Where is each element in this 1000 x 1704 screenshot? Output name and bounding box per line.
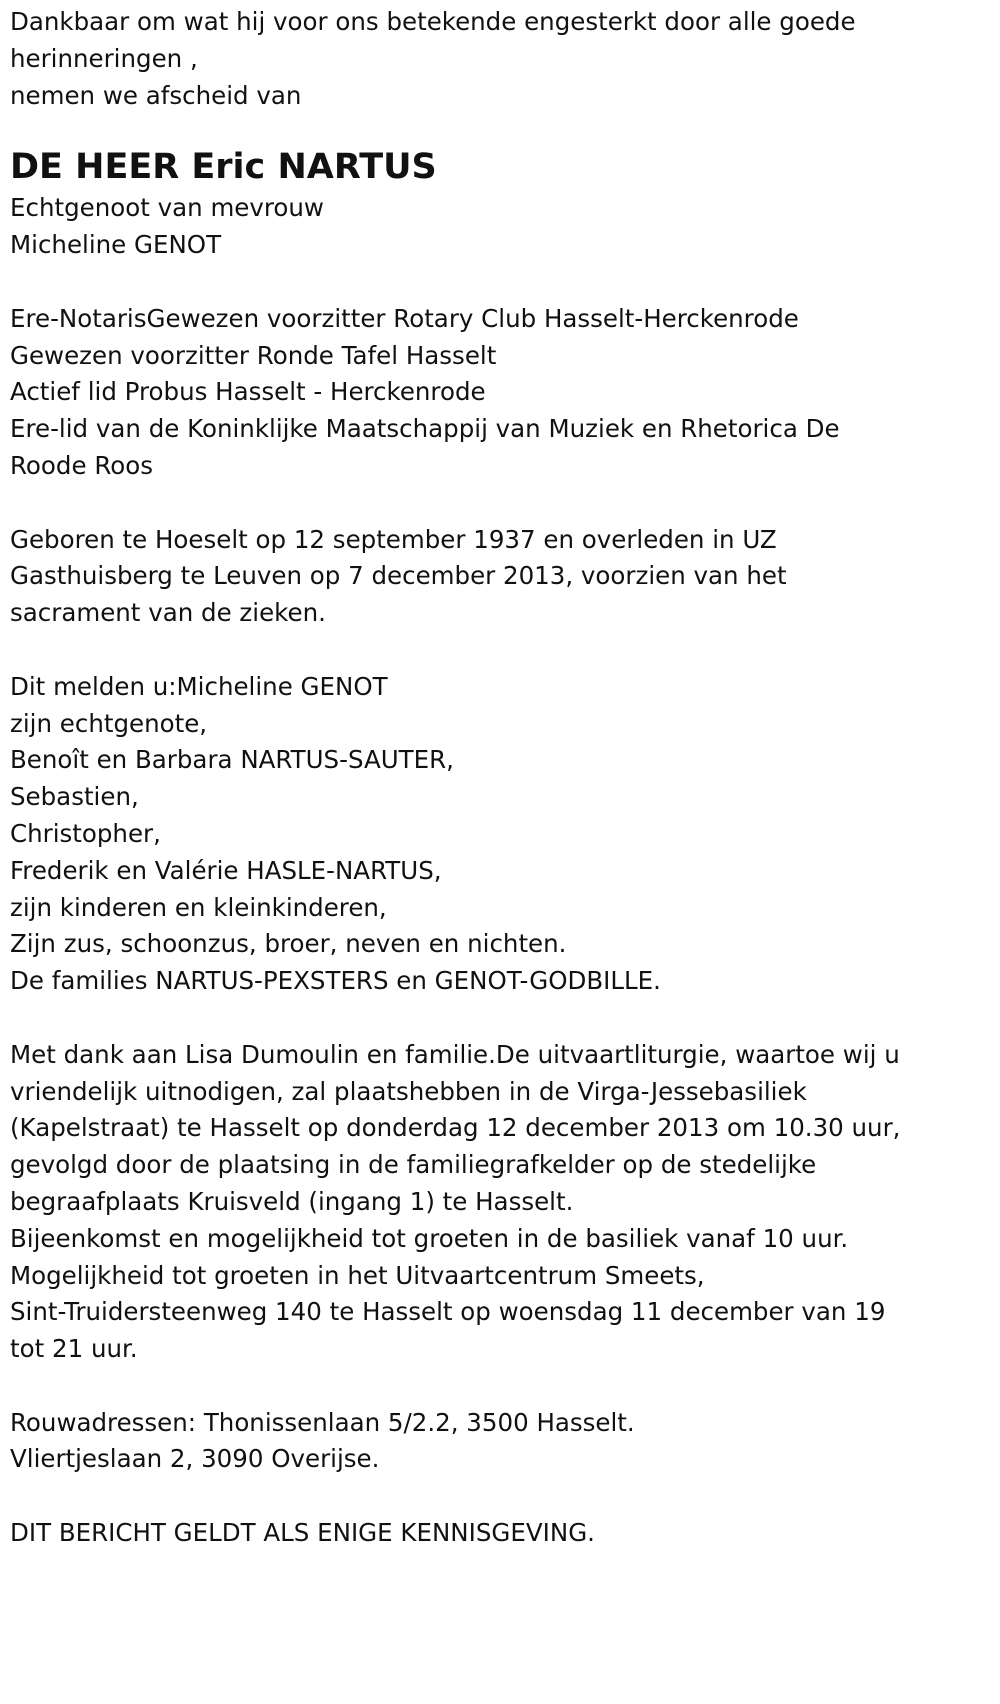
ceremony-line: (Kapelstraat) te Hasselt op donderdag 12 december 2013 om 10.30 uur,: [10, 1113, 901, 1143]
title-line: Gewezen voorzitter Ronde Tafel Hasselt: [10, 340, 497, 370]
intro-line: herinneringen ,: [10, 43, 198, 73]
notice-block: [10, 1515, 990, 1552]
ceremony-line: vriendelijk uitnodigen, zal plaatshebben in de Virga-Jessebasiliek: [10, 1076, 807, 1106]
ceremony-block: [10, 1037, 990, 1368]
family-line: Christopher,: [10, 818, 161, 848]
birth-death-line: Geboren te Hoeselt op 12 september 1937 en overleden in UZ: [10, 524, 777, 554]
spouse-line: Micheline GENOT: [10, 230, 222, 260]
birth-death-line: Gasthuisberg te Leuven op 7 december 2013, voorzien van het: [10, 561, 787, 591]
family-line: zijn kinderen en kleinkinderen,: [10, 892, 387, 922]
birth-death-block: [10, 522, 990, 632]
family-line: De families NARTUS-PEXSTERS en GENOT-GODBILLE.: [10, 966, 661, 996]
ceremony-line: tot 21 uur.: [10, 1334, 138, 1364]
spouse-block: [10, 190, 990, 264]
family-line: Sebastien,: [10, 782, 139, 812]
intro-line: Dankbaar om wat hij voor ons betekende engesterkt door alle goede: [10, 7, 856, 36]
birth-death-line: sacrament van de zieken.: [10, 598, 326, 628]
ceremony-line: begraafplaats Kruisveld (ingang 1) te Hasselt.: [10, 1186, 574, 1216]
title-line: Ere-lid van de Koninklijke Maatschappij van Muziek en Rhetorica De: [10, 414, 840, 444]
family-line: Benoît en Barbara NARTUS-SAUTER,: [10, 745, 454, 775]
title-line: Actief lid Probus Hasselt - Herckenrode: [10, 377, 486, 407]
notice-line: DIT BERICHT GELDT ALS ENIGE KENNISGEVING.: [10, 1518, 595, 1548]
family-line: Zijn zus, schoonzus, broer, neven en nichten.: [10, 929, 567, 959]
ceremony-line: Bijeenkomst en mogelijkheid tot groeten in de basiliek vanaf 10 uur.: [10, 1223, 849, 1253]
spouse-line: Echtgenoot van mevrouw: [10, 193, 324, 223]
titles-block: [10, 301, 990, 485]
intro-block: [10, 4, 990, 114]
ceremony-line: Mogelijkheid tot groeten in het Uitvaartcentrum Smeets,: [10, 1260, 705, 1290]
address-line: Vliertjeslaan 2, 3090 Overijse.: [10, 1444, 380, 1474]
deceased-name: DE HEER Eric NARTUS: [10, 147, 437, 188]
intro-line: nemen we afscheid van: [10, 80, 302, 110]
family-line: zijn echtgenote,: [10, 708, 208, 738]
address-line: Rouwadressen: Thonissenlaan 5/2.2, 3500 Hasselt.: [10, 1407, 635, 1437]
family-line: Dit melden u:Micheline GENOT: [10, 671, 388, 701]
ceremony-line: Met dank aan Lisa Dumoulin en familie.De uitvaartliturgie, waartoe wij u: [10, 1039, 900, 1069]
family-line: Frederik en Valérie HASLE-NARTUS,: [10, 855, 442, 885]
ceremony-line: Sint-Truidersteenweg 140 te Hasselt op woensdag 11 december van 19: [10, 1297, 886, 1327]
title-line: Ere-NotarisGewezen voorzitter Rotary Club Hasselt-Herckenrode: [10, 303, 799, 333]
addresses-block: [10, 1405, 990, 1479]
family-block: [10, 669, 990, 1000]
title-line: Roode Roos: [10, 450, 153, 480]
ceremony-line: gevolgd door de plaatsing in de familiegrafkelder op de stedelijke: [10, 1150, 817, 1180]
